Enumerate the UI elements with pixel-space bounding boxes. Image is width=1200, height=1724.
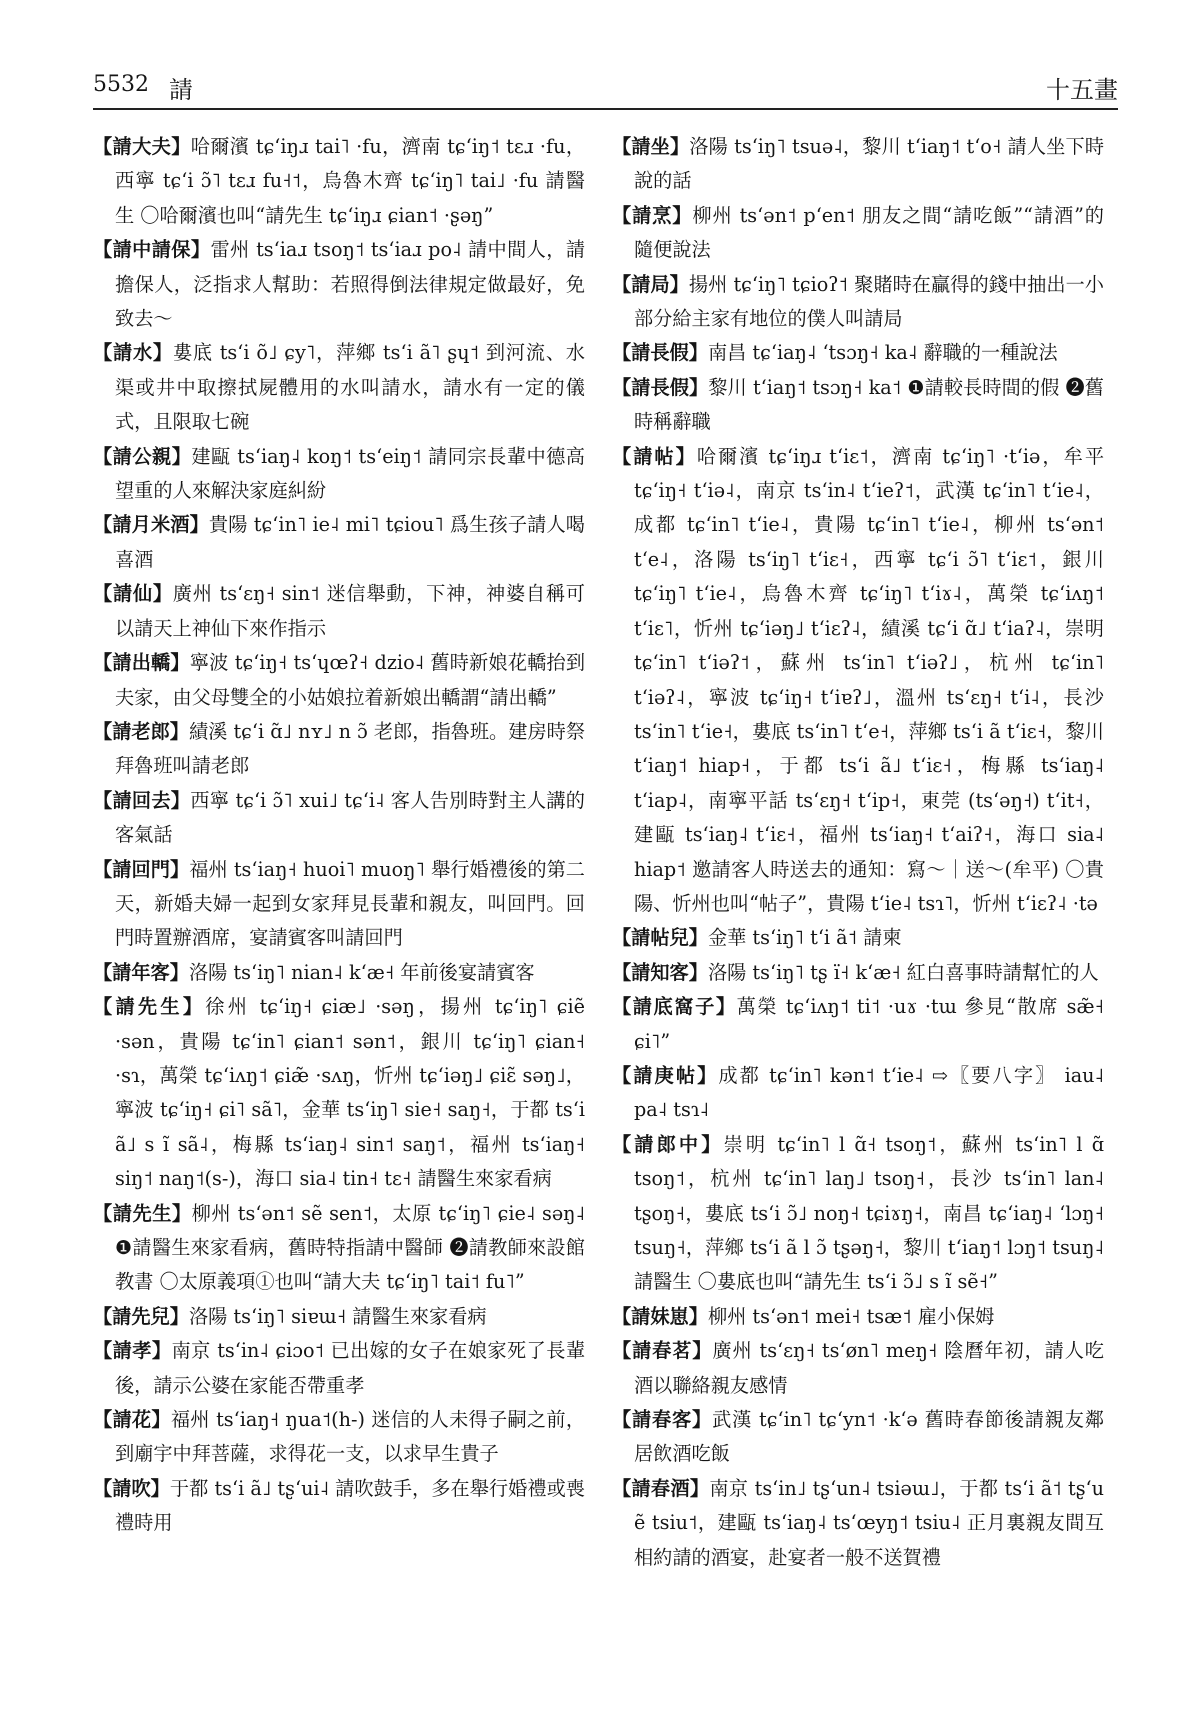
dictionary-entry: [612, 1128, 1104, 1300]
dictionary-entry: [612, 956, 1104, 990]
entry-definition: 建甌 tsʻiaŋ˨ koŋ˦ tsʻeiŋ˦ 請同宗長輩中德高望重的人來解決家庭糾紛: [115, 444, 585, 503]
dictionary-entry: [93, 1300, 585, 1334]
entry-headword: 【請帖】: [612, 444, 697, 468]
dictionary-entry: [612, 1472, 1104, 1575]
dictionary-entry: [612, 990, 1104, 1059]
dictionary-entry: [93, 577, 585, 646]
entry-definition: 南昌 tɕʻiaŋ˨ ʻtsɔŋ˧ ka˨ 辭職的一種說法: [707, 341, 1058, 365]
entry-definition: 崇明 tɕʻin˥ l ɑ̃˧ tsoŋ˦，蘇州 tsʻin˥ l ɑ̃ tsoŋ˦，杭州 tɕʻin˥ laŋ˩ tsoŋ˧，長沙 tsʻin˥ lan˨ tʂoŋ˧，婁底 tsʻi ɔ̃˩ noŋ˧ tɕiɤŋ˧，南昌 tɕʻiaŋ˨ ʻlɔŋ˧ tsuŋ˧，萍鄉 tsʻi ã l ɔ̃ tʂəŋ˧，黎川 tʻiaŋ˦ lɔŋ˦ tsuŋ˨ 請醫生 〇婁底也叫“請先生 tsʻi ɔ̃˩ s ĩ sẽ˧”: [634, 1132, 1104, 1294]
entry-definition: 徐州 tɕʻiŋ˧ ɕiæ˩ ·səŋ，揚州 tɕʻiŋ˥ ɕiẽ ·sən，貴陽 tɕʻin˥ ɕian˦ sən˦，銀川 tɕʻiŋ˥ ɕian˧ ·sɿ，萬榮 tɕʻiʌŋ˦ ɕiæ̃ ·sʌŋ，忻州 tɕʻiəŋ˩ ɕiɛ̃ səŋ˩，寧波 tɕʻiŋ˧ ɕi˥ sã˥，金華 tsʻiŋ˥ sie˧ saŋ˧，于都 tsʻi ã˩ s ĩ sã˨，梅縣 tsʻiaŋ˨ sin˦ saŋ˦，福州 tsʻiaŋ˧ siŋ˦ naŋ˦(s-)，海口 sia˨ tin˧ tɛ˧ 請醫生來家看病: [115, 995, 585, 1191]
dictionary-entry: [612, 1300, 1104, 1334]
entry-definition: 廣州 tsʻɛŋ˧ tsʻøn˥ meŋ˧ 陰曆年初，請人吃酒以聯絡親友感情: [634, 1339, 1104, 1397]
entry-headword: 【請長假】: [612, 341, 708, 365]
entry-headword: 【請長假】: [612, 375, 709, 399]
entry-headword: 【請仙】: [93, 582, 173, 606]
entry-headword: 【請郎中】: [612, 1132, 724, 1156]
entry-definition: 寧波 tɕʻiŋ˧ tsʻɥœʔ˧ dzio˨ 舊時新娘花轎抬到夫家，由父母雙全的小姑娘拉着新娘出轎謂“請出轎”: [115, 651, 586, 709]
entry-headword: 【請先生】: [93, 1201, 192, 1225]
dictionary-entry: [612, 130, 1104, 199]
entry-headword: 【請孝】: [93, 1339, 172, 1363]
entry-headword: 【請大夫】: [93, 135, 191, 158]
entry-definition: 廣州 tsʻɛŋ˧ sin˦ 迷信舉動，下神，神婆自稱可以請天上神仙下來作指示: [115, 582, 585, 640]
entry-headword: 【請老郎】: [93, 719, 189, 743]
dictionary-entry: [93, 440, 585, 509]
entry-definition: 成都 tɕʻin˥ kən˦ tʻie˨ ⇨〖要八字〗 iau˨ pa˨ tsɿ˨: [634, 1063, 1104, 1122]
entry-headword: 【請知客】: [612, 960, 708, 984]
entry-headword: 【請妹崽】: [612, 1304, 708, 1328]
dictionary-entry: [93, 1472, 585, 1541]
entry-headword: 【請庚帖】: [612, 1063, 719, 1087]
entry-headword: 【請吹】: [93, 1476, 170, 1500]
dictionary-entry: [612, 371, 1104, 440]
left-column: [93, 130, 585, 1541]
entry-headword: 【請先生】: [93, 995, 206, 1019]
dictionary-entry: [93, 1403, 585, 1472]
dictionary-entry: [93, 956, 585, 990]
entry-definition: 貴陽 tɕʻin˥ ie˨ mi˥ tɕiou˥ 爲生孩子請人喝喜酒: [115, 513, 585, 571]
entry-definition: 于都 tsʻi ã˩ tʂʻui˨ 請吹鼓手，多在舉行婚禮或喪禮時用: [115, 1476, 585, 1535]
entry-definition: 洛陽 tsʻiŋ˥ tʂ ï˧ kʻæ˧ 紅白喜事時請幫忙的人: [707, 960, 1099, 984]
entry-definition: 洛陽 tsʻiŋ˥ siɐɯ˧ 請醫生來家看病: [188, 1304, 487, 1328]
entry-headword: 【請回去】: [93, 788, 191, 812]
dictionary-entry: [93, 853, 585, 956]
entry-definition: 績溪 tɕʻi ɑ̃˩ nʏ˩ n ɔ̃ 老郎，指魯班。建房時祭拜魯班叫請老郎: [115, 719, 586, 778]
entry-headword: 【請公親】: [93, 444, 192, 468]
dictionary-entry: [612, 336, 1104, 370]
entry-headword: 【請烹】: [612, 203, 693, 227]
page-header: [93, 70, 1118, 110]
dictionary-entry: [93, 990, 585, 1196]
entry-headword: 【請底窩子】: [612, 995, 737, 1019]
entry-headword: 【請水】: [93, 341, 173, 365]
entry-definition: 柳州 tsʻən˦ mei˧ tsæ˦ 雇小保姆: [707, 1304, 995, 1328]
running-headword: 請: [169, 76, 193, 104]
entry-headword: 【請年客】: [93, 960, 189, 984]
entry-headword: 【請春客】: [612, 1408, 713, 1432]
entry-definition: 雷州 tsʻiaɹ tsoŋ˦ tsʻiaɹ po˨ 請中間人，請擔保人，泛指求人幫助：若照得倒法律規定做最好，免致去～: [115, 238, 586, 331]
entry-definition: 南京 tsʻin˨ ɕiɔo˦ 已出嫁的女子在娘家死了長輩後，請示公婆在家能否帶重孝: [115, 1339, 586, 1397]
dictionary-entry: [612, 921, 1104, 955]
entry-headword: 【請花】: [93, 1408, 171, 1432]
entry-definition: 黎川 tʻiaŋ˦ tsɔŋ˧ ka˦ ❶請較長時間的假 ❷舊時稱辭職: [634, 375, 1104, 434]
page-number: 5532: [93, 72, 149, 97]
entry-headword: 【請先兒】: [93, 1304, 189, 1328]
entry-definition: 洛陽 tsʻiŋ˥ tsuə˨，黎川 tʻiaŋ˦ tʻo˧ 請人坐下時說的話: [634, 135, 1105, 193]
entry-definition: 婁底 tsʻi õ˩ ɕy˥，萍鄉 tsʻi ã˥ ʂɥ˦ 到河流、水渠或井中取擦拭屍體用的水叫請水，請水有一定的儀式，且限取七碗: [115, 341, 585, 434]
entry-definition: 金華 tsʻiŋ˥ tʻi ã˦ 請柬: [707, 926, 902, 950]
entry-definition: 福州 tsʻiaŋ˧ huoi˥ muoŋ˥ 舉行婚禮後的第二天，新婚夫婦一起到女家拜見長輩和親友，叫回門。回門時置辦酒席，宴請賓客叫請回門: [115, 857, 585, 950]
dictionary-entry: [612, 440, 1104, 922]
entry-headword: 【請中請保】: [93, 238, 211, 262]
dictionary-entry: [612, 199, 1104, 268]
entry-headword: 【請回門】: [93, 857, 190, 881]
entry-definition: 南京 tsʻin˩ tʂʻun˨ tsiəɯ˩，于都 tsʻi ã˦ tʂʻu ẽ tsiu˦，建甌 tsʻiaŋ˨ tsʻœyŋ˦ tsiu˨ 正月裏親友間互相約請的酒宴，赴宴者一般不送賀禮: [634, 1476, 1104, 1569]
entry-definition: 哈爾濱 tɕʻiŋɹ tai˥ ·fu，濟南 tɕʻiŋ˦ tɛɹ ·fu，西寧 tɕʻi ɔ̃˥ tɛɹ fu˧˦，烏魯木齊 tɕʻiŋ˥ tai˩ ·fu 請醫生 〇哈爾濱也叫“請先生 tɕʻiŋɹ ɕian˦ ·ʂəŋ”: [115, 135, 586, 227]
dictionary-entry: [93, 233, 585, 336]
right-column: [612, 130, 1104, 1575]
entry-headword: 【請春茗】: [612, 1339, 713, 1363]
dictionary-entry: [93, 715, 585, 784]
dictionary-entry: [93, 784, 585, 853]
dictionary-entry: [93, 336, 585, 439]
entry-headword: 【請春酒】: [612, 1476, 710, 1500]
entry-headword: 【請出轎】: [93, 651, 190, 675]
entry-definition: 洛陽 tsʻiŋ˥ nian˨ kʻæ˧ 年前後宴請賓客: [188, 960, 535, 984]
entry-definition: 柳州 tsʻən˦ pʻen˦ 朋友之間“請吃飯”“請酒”的隨便說法: [634, 203, 1104, 262]
dictionary-entry: [612, 268, 1104, 337]
entry-definition: 揚州 tɕʻiŋ˥ tɕioʔ˦ 聚賭時在贏得的錢中抽出一小部分給主家有地位的僕人叫請局: [634, 272, 1104, 331]
entry-definition: 萬榮 tɕʻiʌŋ˦ ti˦ ·uɤ ·tɯ 參見“散席 sæ̃˧ ɕi˥”: [634, 995, 1105, 1053]
entry-definition: 西寧 tɕʻi ɔ̃˥ xui˩ tɕʻi˨ 客人告別時對主人講的客氣話: [115, 788, 585, 847]
dictionary-entry: [93, 1334, 585, 1403]
entry-definition: 武漢 tɕʻin˥ tɕʻyn˦ ·kʻə 舊時春節後請親友鄰居飲酒吃飯: [634, 1408, 1105, 1466]
dictionary-entry: [612, 1403, 1104, 1472]
entry-headword: 【請坐】: [612, 135, 690, 158]
dictionary-entry: [93, 130, 585, 233]
entry-headword: 【請月米酒】: [93, 513, 209, 537]
dictionary-entry: [93, 646, 585, 715]
dictionary-entry: [612, 1334, 1104, 1403]
entry-definition: 柳州 tsʻən˦ sẽ sen˦，太原 tɕʻiŋ˥ ɕie˨ səŋ˨ ❶請醫生來家看病，舊時特指請中醫師 ❷請教師來設館教書 〇太原義項①也叫“請大夫 tɕʻiŋ˥ tai˦ fu˥”: [115, 1201, 585, 1294]
entry-headword: 【請局】: [612, 272, 689, 296]
dictionary-entry: [612, 1059, 1104, 1128]
dictionary-entry: [93, 1197, 585, 1300]
dictionary-entry: [93, 508, 585, 577]
entry-headword: 【請帖兒】: [612, 926, 708, 950]
stroke-section: 十五畫: [1046, 76, 1118, 104]
entry-definition: 福州 tsʻiaŋ˧ ŋua˦(h-) 迷信的人未得子嗣之前，到廟宇中拜菩薩，求得花一支，以求早生貴子: [115, 1408, 586, 1466]
entry-definition: 哈爾濱 tɕʻiŋɹ tʻiɛ˦，濟南 tɕʻiŋ˥ ·tʻiə，牟平 tɕʻiŋ˧ tʻiə˨，南京 tsʻin˨ tʻieʔ˦，武漢 tɕʻin˥ tʻie˨，成都 tɕʻin˥ tʻie˨，貴陽 tɕʻin˥ tʻie˨，柳州 tsʻən˦ tʻe˨，洛陽 tsʻiŋ˥ tʻiɛ˧，西寧 tɕʻi ɔ̃˥ tʻiɛ˦，銀川 tɕʻiŋ˥ tʻie˨，烏魯木齊 tɕʻiŋ˥ tʻiɤ˨，萬榮 tɕʻiʌŋ˦ tʻiɛ˥，忻州 tɕʻiəŋ˩ tʻiɛʔ˨，績溪 tɕʻi ɑ̃˩ tʻiaʔ˨，崇明 tɕʻin˥ tʻiəʔ˦，蘇州 tsʻin˥ tʻiəʔ˩，杭州 tɕʻin˥ tʻiəʔ˨，寧波 tɕʻiŋ˧ tʻiɐʔ˩，溫州 tsʻɛŋ˧ tʻi˨，長沙 tsʻin˥ tʻie˧，婁底 tsʻin˥ tʻe˧，萍鄉 tsʻi ã tʻiɛ˧，黎川 tʻiaŋ˦ hiap˧，于都 tsʻi ã˩ tʻiɛ˧，梅縣 tsʻiaŋ˨ tʻiap˨，南寧平話 tsʻɛŋ˧ tʻip˧，東莞 (tsʻəŋ˧) tʻit˧，建甌 tsʻiaŋ˨ tʻiɛ˧，福州 tsʻiaŋ˧ tʻaiʔ˧，海口 sia˨ hiap˦ 邀請客人時送去的通知：寫～｜送～(牟平) 〇貴陽、忻州也叫“帖子”，貴陽 tʻie˨ tsɿ˥，忻州 tʻiɛʔ˨ ·tə: [634, 444, 1105, 915]
